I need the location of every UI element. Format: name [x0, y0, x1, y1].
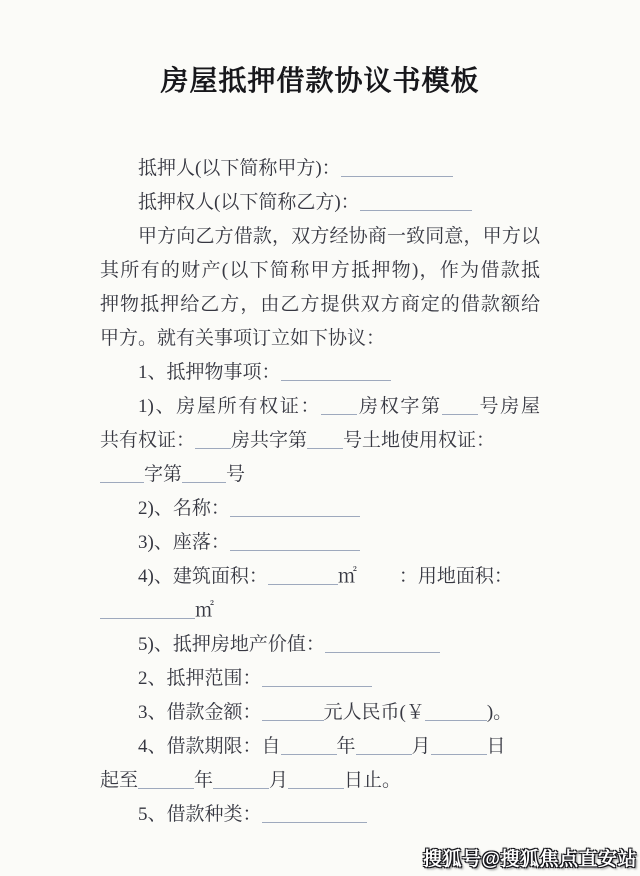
fill-in-blank-underline	[100, 603, 195, 619]
text-line	[100, 390, 540, 424]
fill-in-blank-underline	[321, 399, 357, 415]
line-text: 其所有的财产(以下简称甲方抵押物)，作为借款抵	[100, 260, 540, 281]
line-text: 日	[486, 736, 506, 757]
line-text: 元人民币(￥	[323, 702, 425, 723]
line-text: 房权字第	[357, 396, 442, 417]
fill-in-blank-underline	[230, 501, 360, 517]
line-text: )。	[486, 702, 513, 723]
line-text: 5)、抵押房地产价值：	[138, 634, 325, 655]
text-line	[100, 458, 540, 492]
line-text: 1、抵押物事项：	[138, 362, 281, 383]
line-text: 号	[226, 464, 246, 485]
line-text: 年	[194, 770, 214, 791]
fill-in-blank-underline	[425, 705, 487, 721]
line-text: 4、借款期限：自	[138, 736, 281, 757]
text-line	[100, 186, 540, 220]
line-text: 押物抵押给乙方，由乙方提供双方商定的借款额给	[100, 294, 540, 315]
fill-in-blank-underline	[268, 569, 338, 585]
text-line	[100, 798, 540, 832]
line-text: 年	[336, 736, 356, 757]
fill-in-blank-underline	[307, 433, 343, 449]
fill-in-blank-underline	[431, 739, 487, 755]
text-line	[100, 288, 540, 322]
fill-in-blank-underline	[100, 467, 144, 483]
text-line	[100, 424, 540, 458]
line-text: 2、抵押范围：	[138, 668, 262, 689]
line-text: 日止。	[344, 770, 402, 791]
line-text: 3、借款金额：	[138, 702, 262, 723]
line-text: 起至	[100, 770, 139, 791]
fill-in-blank-underline	[262, 807, 367, 823]
text-line	[100, 220, 540, 254]
line-text: ㎡	[337, 566, 357, 587]
fill-in-blank-underline	[356, 739, 412, 755]
fill-in-blank-underline	[288, 773, 344, 789]
text-line	[100, 764, 540, 798]
text-line	[100, 594, 540, 628]
line-text: 抵押人(以下简称甲方)：	[138, 158, 341, 179]
line-text: 甲方。就有关事项订立如下协议：	[100, 328, 386, 349]
text-line	[100, 628, 540, 662]
document-title: 房屋抵押借款协议书模板	[160, 65, 480, 96]
text-line	[100, 560, 540, 594]
fill-in-blank-underline	[230, 535, 360, 551]
fill-in-blank-underline	[341, 161, 453, 177]
line-text: 1)、房屋所有权证：	[138, 396, 322, 417]
line-text: 5、借款种类：	[138, 804, 262, 825]
line-text: 号土地使用权证：	[343, 430, 496, 451]
text-line	[100, 696, 540, 730]
fill-in-blank-underline	[138, 773, 194, 789]
line-text: 共有权证：	[100, 430, 196, 451]
line-text: 月	[411, 736, 431, 757]
text-line	[100, 152, 540, 186]
line-text: 号房屋	[477, 396, 540, 417]
fill-in-blank-underline	[442, 399, 478, 415]
fill-in-blank-underline	[281, 365, 391, 381]
document-body	[100, 152, 540, 832]
watermark: 搜狐号@搜狐焦点直安站	[422, 849, 637, 870]
line-text: 房共字第	[231, 430, 308, 451]
line-text: 2)、名称：	[138, 498, 230, 519]
line-text: 字第	[144, 464, 183, 485]
line-text: 抵押权人(以下简称乙方)：	[138, 192, 360, 213]
fill-in-blank-underline	[262, 705, 324, 721]
fill-in-blank-underline	[262, 671, 372, 687]
fill-in-blank-underline	[281, 739, 337, 755]
line-text: 4)、建筑面积：	[138, 566, 268, 587]
text-line	[100, 356, 540, 390]
fill-in-blank-underline	[195, 433, 231, 449]
text-line	[100, 526, 540, 560]
spacer	[357, 578, 399, 582]
text-line	[100, 662, 540, 696]
fill-in-blank-underline	[360, 195, 472, 211]
text-line	[100, 322, 540, 356]
line-text: ㎡	[195, 600, 215, 621]
document	[100, 0, 540, 832]
fill-in-blank-underline	[213, 773, 269, 789]
line-text: 3)、座落：	[138, 532, 230, 553]
text-line	[100, 254, 540, 288]
text-line	[100, 492, 540, 526]
line-text: ：用地面积：	[398, 566, 513, 587]
line-text: 甲方向乙方借款，双方经协商一致同意，甲方以	[138, 226, 540, 247]
line-text: 月	[269, 770, 289, 791]
text-line	[100, 730, 540, 764]
fill-in-blank-underline	[325, 637, 440, 653]
fill-in-blank-underline	[182, 467, 226, 483]
